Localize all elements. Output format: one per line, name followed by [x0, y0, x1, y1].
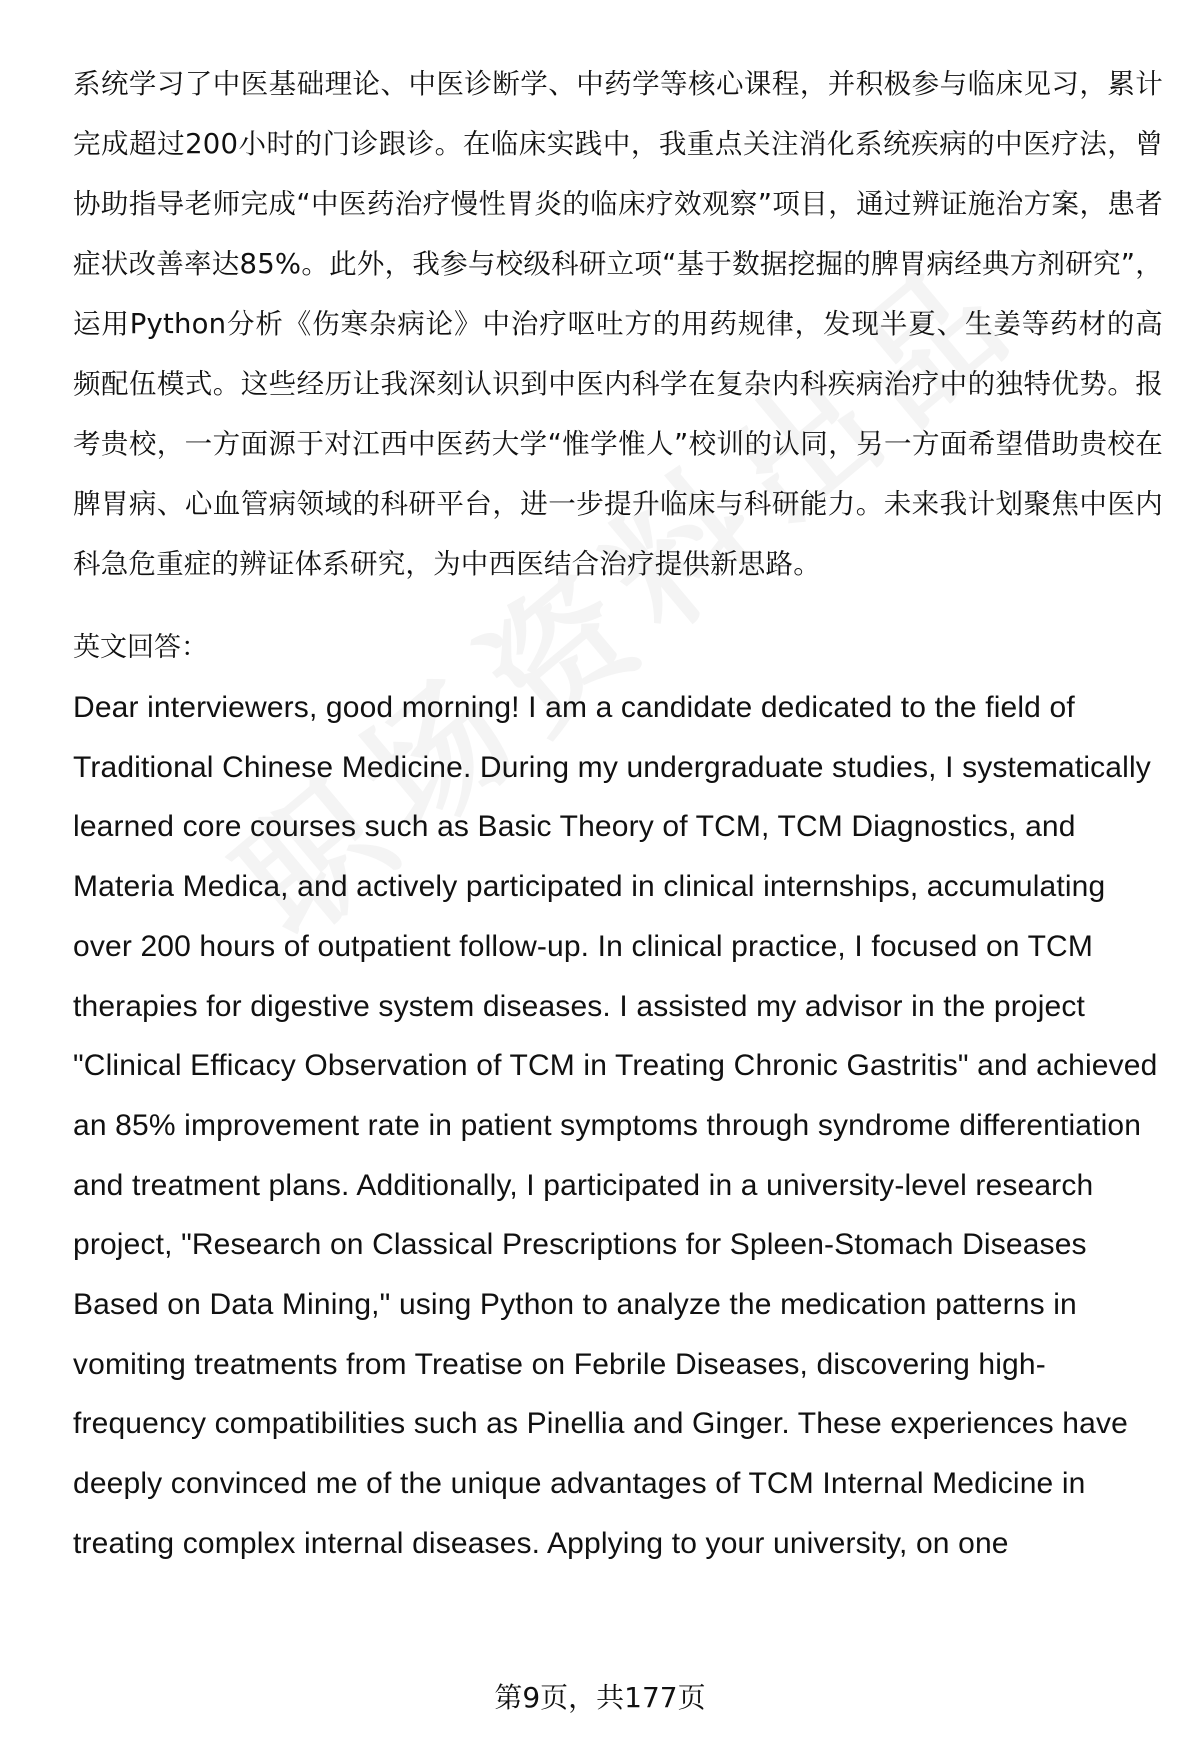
chinese-answer-paragraph: 系统学习了中医基础理论、中医诊断学、中药学等核心课程，并积极参与临床见习，累计完成超过200小时的门诊跟诊。在临床实践中，我重点关注消化系统疾病的中医疗法，曾协助指导老师完成“中医药治疗慢性胃炎的临床疗效观察”项目，通过辨证施治方案，患者症状改善率达85%。此外，我参与校级科研立项“基于数据挖掘的脾胃病经典方剂研究”，运用Python分析《伤寒杂病论》中治疗呕吐方的用药规律，发现半夏、生姜等药材的高频配伍模式。这些经历让我深刻认识到中医内科学在复杂内科疾病治疗中的独特优势。报考贵校，一方面源于对江西中医药大学“惟学惟人”校训的认同，另一方面希望借助贵校在脾胃病、心血管病领域的科研平台，进一步提升临床与科研能力。未来我计划聚焦中医内科急危重症的辨证体系研究，为中西医结合治疗提供新思路。 — [73, 68, 1163, 580]
document-body — [73, 54, 1163, 1574]
english-answer-label: 英文回答： — [73, 632, 208, 663]
page-number-footer: 第9页，共177页 — [494, 1681, 706, 1714]
english-answer-paragraph: Dear interviewers, good morning! I am a candidate dedicated to the field of Traditional Chinese Medicine. During my undergraduate studies, I systematically learned core courses such as Basic Theory of TCM, TCM Diagnostics, and Materia Medica, and actively participated in clinical internships, accumulating over 200 hours of outpatient follow-up. In clinical practice, I focused on TCM therapies for digestive system diseases. I assisted my advisor in the project "Clinical Efficacy Observation of TCM in Treating Chronic Gastritis" and achieved an 85% improvement rate in patient symptoms through syndrome differentiation and treatment plans. Additionally, I participated in a university-level research project, "Research on Classical Prescriptions for Spleen-Stomach Diseases Based on Data Mining," using Python to analyze the medication patterns in vomiting treatments from Treatise on Febrile Diseases, discovering high-frequency compatibilities such as Pinellia and Ginger. These experiences have deeply convinced me of the unique advantages of TCM Internal Medicine in treating complex internal diseases. Applying to your university, on one — [73, 691, 1158, 1560]
